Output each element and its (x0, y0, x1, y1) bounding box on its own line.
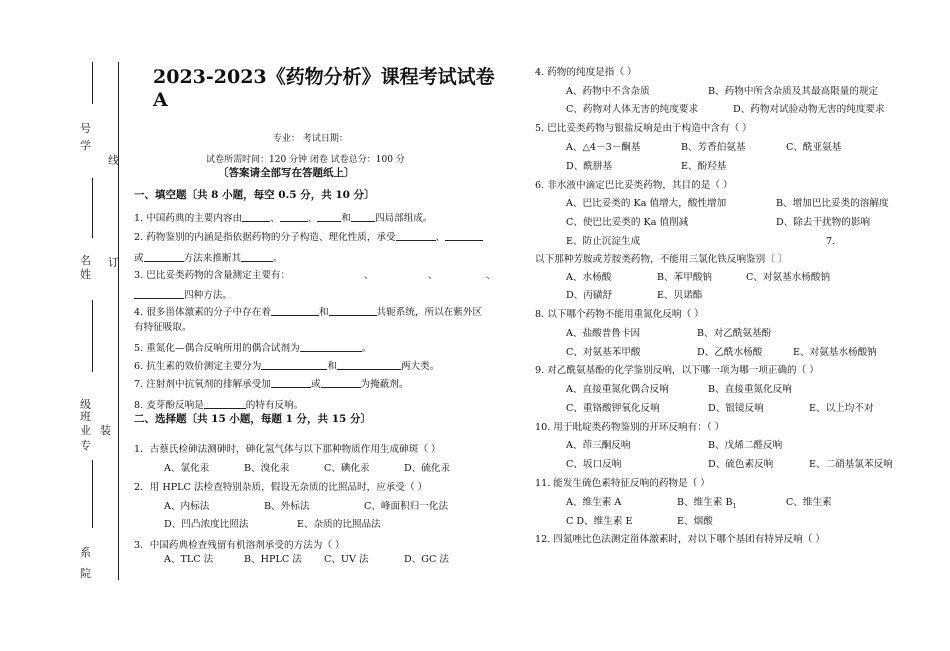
binding-line (118, 62, 119, 580)
option: B、HPLC 法 (244, 554, 302, 565)
option: C、碘化汞 (324, 463, 370, 474)
option: A、维生素 A (566, 497, 622, 508)
option: D、酰肼基 (566, 161, 613, 172)
option: A、氯化汞 (164, 463, 210, 474)
margin-line (92, 62, 93, 104)
option: D、硫色素反响 (708, 459, 774, 470)
fill-question: 2. 药物鉴别的内涵是指依据药物的分子构造、理化性质，承受 、 (134, 230, 483, 244)
fill-question: 3. 巴比妥类药物的含量测定主要有： (134, 270, 291, 281)
fill-question: 或 方法来推断其 。 (134, 253, 283, 264)
option: C、UV 法 (324, 554, 369, 565)
fill-question: 1. 中国药典的主要内容由 、 、 和 四局部组成。 (134, 213, 433, 224)
option: C、维生素 (786, 497, 832, 508)
dept-label-char: 系 (80, 546, 91, 559)
option: C、重铬酸钾氧化反响 (566, 403, 660, 414)
id-label-char: 号 (80, 122, 91, 135)
option: C、药物对人体无害的纯度要求 (566, 104, 699, 115)
section-heading: 一、填空题〔共 8 小题，每空 0.5 分，共 10 分〕 (134, 189, 375, 201)
option: E、酚羟基 (681, 161, 727, 172)
question-stem: 6. 非水液中滴定巴比妥类药物，其目的是（ ） (535, 180, 733, 191)
option: C、峰面积归一化法 (364, 501, 449, 512)
option: C、坂口反响 (566, 459, 622, 470)
option: C、对氨基水杨酸钠 (746, 272, 831, 283)
option: E、以上均不对 (809, 403, 874, 414)
answer-notice: 〔答案请全部写在答题纸上〕 (218, 167, 355, 179)
class-label-char: 级 (80, 398, 91, 411)
option: E、对氨基水杨酸钠 (793, 347, 877, 358)
section-heading: 二、选择题〔共 15 小题，每题 1 分，共 15 分〕 (134, 413, 371, 425)
exam-meta: 试卷所需时间：120 分钟 闭卷 试卷总分：100 分 (206, 155, 405, 165)
option: D、凹凸浓度比照法 (164, 519, 249, 530)
question-stem: 11. 能发生硫色素特征反响的药物是（ ） (535, 478, 710, 489)
option: D、硫化汞 (404, 463, 451, 474)
fill-question: 有特征吸取。 (134, 322, 192, 333)
exam-title-suffix: A (153, 89, 168, 111)
option: A、直接重氮化偶合反响 (566, 384, 669, 395)
option: A、内标法 (164, 501, 210, 512)
question-stem: 2．用 HPLC 法检查特别杂质，假设无杂质的比照品时，应承受（ ） (134, 482, 428, 493)
option: D、乙酰水杨酸 (697, 347, 763, 358)
option: D、银镜反响 (708, 403, 764, 414)
option: D、药物对试验动物无害的纯度要求 (733, 104, 885, 115)
question-stem: 8. 以下哪个药物不能用重氮化反响（ ） (535, 309, 704, 320)
option: A、△4－3－酮基 (566, 142, 641, 153)
question-stem: 3．中国药典检查残留有机溶剂承受的方法为（ ） (134, 540, 345, 551)
option: B、外标法 (264, 501, 310, 512)
option: B、溴化汞 (244, 463, 290, 474)
dept-label-char: 院 (80, 567, 91, 580)
fill-question: 4. 很多甾体激素的分子中存在着 和 共轭系统，所以在紫外区 (134, 307, 483, 318)
option: C、酰亚氨基 (786, 142, 842, 153)
fill-question-sep: 、 (364, 270, 374, 281)
question-stem: 1．古蔡氏检砷法测砷时，砷化氢气体与以下那种物质作用生成砷斑（ ） (134, 444, 441, 455)
question-number: 7. (826, 236, 836, 247)
option: C、使巴比妥类的 Ka 值削减 (566, 217, 689, 228)
option: B、对乙酰氨基酚 (697, 328, 772, 339)
class-label-char: 班 (80, 410, 91, 423)
fill-question: 四种方法。 (134, 288, 232, 302)
cut-line-char: 线 (108, 154, 119, 167)
option: E、烟酸 (677, 516, 713, 527)
fill-question-sep: 、 (486, 270, 496, 281)
cut-line-char: 订 (108, 256, 119, 269)
option: D、GC 法 (404, 554, 449, 565)
margin-line (92, 178, 93, 238)
option: A、药物中不含杂质 (566, 86, 650, 97)
option: A、水杨酸 (566, 272, 612, 283)
id-label-char: 学 (80, 139, 91, 152)
option: B、维生素 $B_1$ (677, 497, 737, 510)
major-label-char: 业 (80, 424, 91, 437)
option: B、戊烯二醛反响 (708, 440, 783, 451)
exam-meta: 专业： 考试日期： (273, 134, 348, 144)
fill-question: 6. 抗生素的效价测定主要分为 和 两大类。 (134, 361, 440, 372)
option: A、盐酸普鲁卡因 (566, 328, 641, 339)
fill-question-sep: 、 (428, 270, 438, 281)
option: D、除去干扰物的影响 (776, 217, 871, 228)
option: B、增加巴比妥类的溶解度 (776, 198, 889, 209)
option: E、防止沉淀生成 (566, 236, 641, 247)
question-stem: 12. 四氮唑比色法测定甾体激素时，对以下哪个基团有特异反响（ ） (535, 534, 825, 545)
option: E、贝诺酯 (657, 290, 703, 301)
option: A、巴比妥类的 Ka 值增大，酸性增加 (566, 198, 727, 209)
question-stem: 9. 对乙酰氨基酚的化学鉴别反响，以下哪一项为哪一项正确的（ ） (535, 365, 819, 376)
option: C、对氨基苯甲酸 (566, 347, 641, 358)
name-label-char: 姓 (80, 268, 91, 281)
option: B、直接重氮化反响 (708, 384, 792, 395)
cut-line-char: 装 (100, 424, 111, 437)
fill-question: 7. 注射剂中抗氧剂的排解承受加 或 为掩蔽剂。 (134, 379, 409, 390)
option: E、杂质的比照品法 (297, 519, 381, 530)
option: D、丙磺舒 (566, 290, 613, 301)
option: B、苯甲酸钠 (657, 272, 713, 283)
option: B、芳香伯氨基 (681, 142, 746, 153)
fill-question: 5. 重氮化—偶合反响所用的偶合试剂为 。 (134, 343, 372, 354)
major-label-char: 专 (80, 439, 91, 452)
option: A、茚三酮反响 (566, 440, 631, 451)
margin-line (92, 460, 93, 528)
name-label-char: 名 (80, 254, 91, 267)
option: B、药物中所含杂质及其最高限量的规定 (708, 86, 879, 97)
option: C D、维生素 E (566, 516, 633, 527)
exam-title: 2023-2023《药物分析》课程考试试卷 (153, 66, 495, 88)
question-stem: 10. 用于吡啶类药物鉴别的开环反响有：（ ） (535, 422, 725, 433)
question-stem: 5. 巴比妥类药物与银盐反响是由于构造中含有（ ） (535, 123, 752, 134)
option: A、TLC 法 (164, 554, 214, 565)
margin-line (92, 300, 93, 372)
fill-question: 8. 麦芽酚反响是 的特有反响。 (134, 400, 304, 411)
option: E、二硝基氯苯反响 (809, 459, 893, 470)
question-stem: 4. 药物的纯度是指（ ） (535, 67, 637, 78)
question-stem: 以下那种芳胺或芳胺类药物，不能用三氯化铁反响鉴别〔 〕 (535, 254, 788, 265)
